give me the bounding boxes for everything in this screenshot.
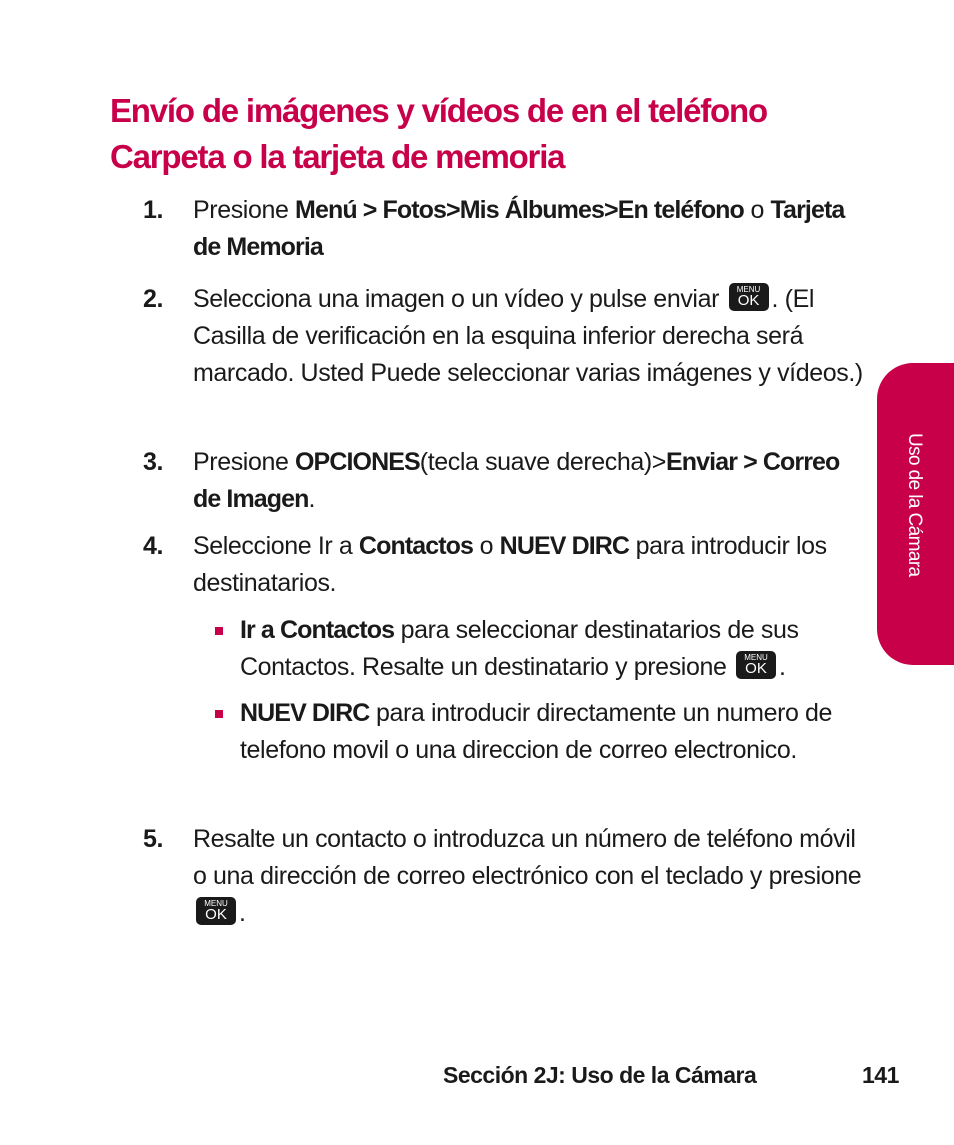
step-text-part: Presione bbox=[193, 196, 296, 224]
menu-path: Ir a Contactos bbox=[240, 616, 395, 644]
step-text bbox=[193, 281, 863, 392]
menu-path: Contactos bbox=[358, 532, 474, 560]
step-number: 2. bbox=[143, 285, 164, 313]
menu-path: OPCIONES bbox=[295, 448, 420, 476]
step-text bbox=[193, 192, 863, 266]
menu-ok-key-icon bbox=[736, 651, 776, 679]
step-4 bbox=[143, 528, 863, 602]
step-number: 4. bbox=[143, 532, 164, 560]
menu-ok-key-icon bbox=[196, 897, 236, 925]
step-1 bbox=[143, 192, 863, 266]
menu-path: NUEV DIRC bbox=[499, 532, 630, 560]
step-text-part: . bbox=[308, 485, 316, 513]
key-top-label: MENU bbox=[204, 899, 228, 908]
key-bottom-label: OK bbox=[737, 292, 760, 309]
step-number: 3. bbox=[143, 448, 164, 476]
step-text-part: (tecla suave derecha)> bbox=[419, 448, 667, 476]
step-text bbox=[193, 821, 863, 932]
step-text-part: Selecciona una imagen o un vídeo y pulse enviar bbox=[193, 285, 726, 313]
menu-path: NUEV DIRC bbox=[240, 699, 370, 727]
page-title-line-1: Envío de imágenes y vídeos de en el teléfono bbox=[110, 92, 767, 129]
menu-path: Tarjeta de Memoria bbox=[193, 196, 845, 261]
bullet-text bbox=[240, 612, 865, 686]
key-bottom-label: OK bbox=[745, 660, 767, 677]
side-tab-label: Uso de la Cámara bbox=[904, 433, 925, 577]
bullet-square-icon bbox=[215, 710, 223, 718]
bullet-square-icon bbox=[215, 627, 223, 635]
footer-section-title: Sección 2J: Uso de la Cámara bbox=[443, 1062, 757, 1088]
step-text bbox=[193, 444, 863, 518]
step-text-part: . bbox=[239, 899, 246, 927]
page-title-line-2: Carpeta o la tarjeta de memoria bbox=[110, 138, 565, 175]
step-text-part: para introducir los destinatarios. bbox=[193, 532, 827, 597]
step-text-part: Resalte un contacto o introduzca un número de teléfono móvil o una dirección de correo electrónico con el teclado y presione bbox=[193, 825, 862, 890]
bullet-text-part: para introducir directamente un numero de telefono movil o una direccion de correo electronico. bbox=[240, 699, 833, 764]
step-number: 5. bbox=[143, 825, 164, 853]
page-title bbox=[110, 88, 890, 180]
step-3 bbox=[143, 444, 863, 518]
key-top-label: MENU bbox=[744, 653, 768, 662]
step-text bbox=[193, 528, 863, 602]
step-5 bbox=[143, 821, 863, 932]
key-top-label: MENU bbox=[736, 285, 761, 294]
bullet-item bbox=[215, 695, 865, 769]
step-number: 1. bbox=[143, 196, 164, 224]
step-text-part: o bbox=[473, 532, 500, 560]
key-bottom-label: OK bbox=[205, 906, 227, 923]
menu-path: Menú > Fotos>Mis Álbumes>En teléfono bbox=[295, 196, 744, 224]
bullet-item bbox=[215, 612, 865, 686]
step-text-part: . (El Casilla de verificación en la esquina inferior derecha será marcado. Usted Puede seleccionar varias imágenes y vídeos.) bbox=[193, 285, 863, 387]
bullet-text-part: para seleccionar destinatarios de sus Contactos. Resalte un destinatario y presione bbox=[240, 616, 799, 681]
bullet-text bbox=[240, 695, 865, 769]
step-text-part: Seleccione Ir a bbox=[193, 532, 359, 560]
menu-ok-key-icon bbox=[729, 283, 769, 311]
step-2 bbox=[143, 281, 863, 392]
page-number: 141 bbox=[862, 1062, 899, 1088]
bullet-text-part: . bbox=[779, 653, 786, 681]
menu-path: Enviar > Correo de Imagen bbox=[193, 448, 840, 513]
step-text-part: o bbox=[743, 196, 771, 224]
step-text-part: Presione bbox=[193, 448, 296, 476]
